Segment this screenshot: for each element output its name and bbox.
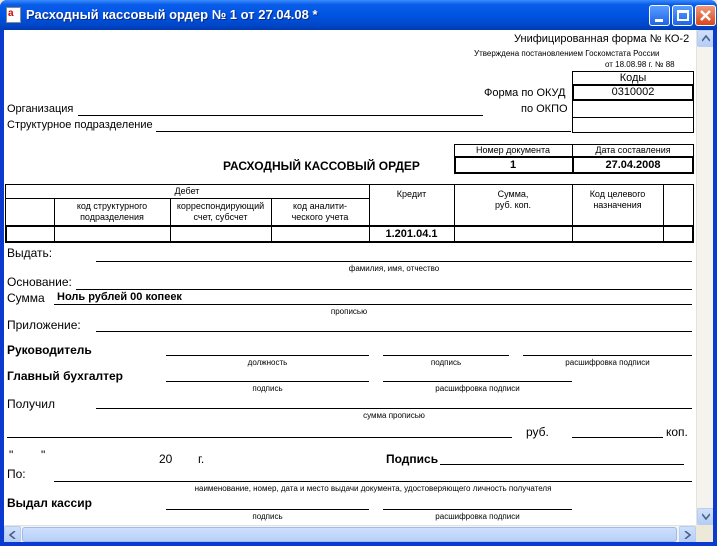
chief-accountant-label: Главный бухгалтер xyxy=(7,369,124,383)
minimize-button[interactable] xyxy=(649,5,670,26)
id-document-caption: наименование, номер, дата и место выдачи документа, удостоверяющего личность получателя xyxy=(194,484,552,493)
document-title: РАСХОДНЫЙ КАССОВЫЙ ОРДЕР xyxy=(223,159,420,173)
received-field[interactable] xyxy=(96,408,692,409)
cashier-signature-caption: подпись xyxy=(252,512,283,521)
col-anal-line2: ческого учета xyxy=(291,212,349,222)
codes-header: Коды xyxy=(619,72,647,84)
year-prefix: 20 xyxy=(159,452,173,466)
col-struct-line2: подразделения xyxy=(80,212,144,222)
kop-label: коп. xyxy=(666,425,688,439)
scroll-up-button[interactable] xyxy=(697,30,713,47)
okpo-label: по ОКПО xyxy=(521,103,568,115)
arrow-right-icon xyxy=(684,531,691,539)
structure-field[interactable] xyxy=(156,131,571,132)
purpose-header-line2: назначения xyxy=(593,200,642,210)
chief-signature-caption: подпись xyxy=(252,384,283,393)
scroll-right-button[interactable] xyxy=(679,526,696,542)
window-title: Расходный кассовый ордер № 1 от 27.04.08 * xyxy=(26,7,318,22)
vertical-scrollbar[interactable] xyxy=(696,30,713,525)
organization-label: Организация xyxy=(7,103,74,115)
basis-field[interactable] xyxy=(76,289,692,290)
horizontal-scroll-thumb[interactable] xyxy=(22,527,677,542)
kop-field[interactable] xyxy=(572,437,663,438)
received-label: Получил xyxy=(7,397,55,411)
head-position-field[interactable] xyxy=(166,355,369,356)
cashier-decoding-field[interactable] xyxy=(383,509,572,510)
close-icon xyxy=(699,9,712,22)
chief-decoding-caption: расшифровка подписи xyxy=(435,384,520,393)
minimize-icon xyxy=(655,19,663,22)
head-label: Руководитель xyxy=(7,343,92,357)
head-signature-caption: подпись xyxy=(430,358,462,367)
credit-header: Кредит xyxy=(396,189,427,199)
okud-value[interactable]: 0310002 xyxy=(611,86,655,98)
okud-label: Форма по ОКУД xyxy=(484,87,566,99)
scroll-down-button[interactable] xyxy=(697,508,713,525)
rub-label: руб. xyxy=(526,425,549,439)
sum-header-line1: Сумма, xyxy=(497,189,529,199)
document-area xyxy=(4,30,713,542)
close-button[interactable] xyxy=(695,5,716,26)
issue-field[interactable] xyxy=(96,261,692,262)
col-corr-line1: корреспондирующий xyxy=(176,201,265,211)
maximize-button[interactable] xyxy=(672,5,693,26)
table-values-row xyxy=(5,225,694,243)
organization-field[interactable] xyxy=(78,115,483,116)
unified-form-label: Унифицированная форма № КО-2 xyxy=(514,33,690,45)
head-position-caption: должность xyxy=(247,358,288,367)
year-suffix: г. xyxy=(198,452,205,466)
received-signature-field[interactable] xyxy=(440,464,684,465)
cashier-label: Выдал кассир xyxy=(7,496,92,510)
issue-label: Выдать: xyxy=(7,246,53,260)
by-label: По: xyxy=(7,467,26,481)
purpose-header-line1: Код целевого xyxy=(589,189,646,199)
arrow-up-icon xyxy=(702,35,710,42)
sum-words-field-caption: сумма прописью xyxy=(363,411,425,420)
basis-label: Основание: xyxy=(7,275,72,289)
scrollbar-corner xyxy=(696,525,713,542)
cashier-decoding-caption: расшифровка подписи xyxy=(435,512,520,521)
debit-divider xyxy=(5,198,369,199)
doc-number-value[interactable]: 1 xyxy=(509,159,517,171)
document-icon xyxy=(6,7,21,23)
sum-field xyxy=(54,304,692,305)
doc-date-value[interactable]: 27.04.2008 xyxy=(605,159,661,171)
approved-line2: от 18.08.98 г. № 88 xyxy=(605,60,675,69)
col-corr-line2: счет, субсчет xyxy=(193,212,248,222)
chief-decoding-field[interactable] xyxy=(383,381,572,382)
attachment-label: Приложение: xyxy=(7,318,81,332)
head-decoding-field[interactable] xyxy=(523,355,692,356)
attachment-field[interactable] xyxy=(96,331,692,332)
scroll-left-button[interactable] xyxy=(4,526,21,542)
sum-label: Сумма xyxy=(7,291,45,305)
head-signature-field[interactable] xyxy=(383,355,509,356)
title-bar[interactable] xyxy=(0,0,717,30)
col-struct-line1: код структурного xyxy=(76,201,148,211)
cashier-signature-field[interactable] xyxy=(166,509,369,510)
head-decoding-caption: расшифровка подписи xyxy=(565,358,650,367)
credit-value[interactable]: 1.201.04.1 xyxy=(385,228,438,240)
id-document-field[interactable] xyxy=(54,481,692,482)
sum-words-value[interactable]: Ноль рублей 00 копеек xyxy=(57,291,182,303)
debit-header: Дебет xyxy=(174,186,200,196)
horizontal-scrollbar[interactable] xyxy=(4,525,696,542)
received-sum-field[interactable] xyxy=(7,437,512,438)
col-anal-line1: код аналити- xyxy=(292,201,347,211)
maximize-icon xyxy=(677,10,689,21)
signature-label: Подпись xyxy=(386,452,439,466)
approved-line1: Утверждена постановлением Госкомстата России xyxy=(474,49,660,58)
arrow-left-icon xyxy=(9,531,16,539)
fio-caption: фамилия, имя, отчество xyxy=(348,264,440,273)
doc-date-header: Дата составления xyxy=(595,145,671,155)
date-quote-open: " xyxy=(9,448,14,462)
chief-signature-field[interactable] xyxy=(166,381,369,382)
document-icon-glyph: a xyxy=(8,8,14,19)
cash-order-form xyxy=(4,30,696,525)
arrow-down-icon xyxy=(702,513,710,520)
codes-divider xyxy=(572,117,694,118)
sum-header-line2: руб. коп. xyxy=(494,200,532,210)
date-quote-close: " xyxy=(41,448,46,462)
doc-number-header: Номер документа xyxy=(475,145,551,155)
structure-label: Структурное подразделение xyxy=(7,119,153,131)
sum-words-caption: прописью xyxy=(330,307,368,316)
